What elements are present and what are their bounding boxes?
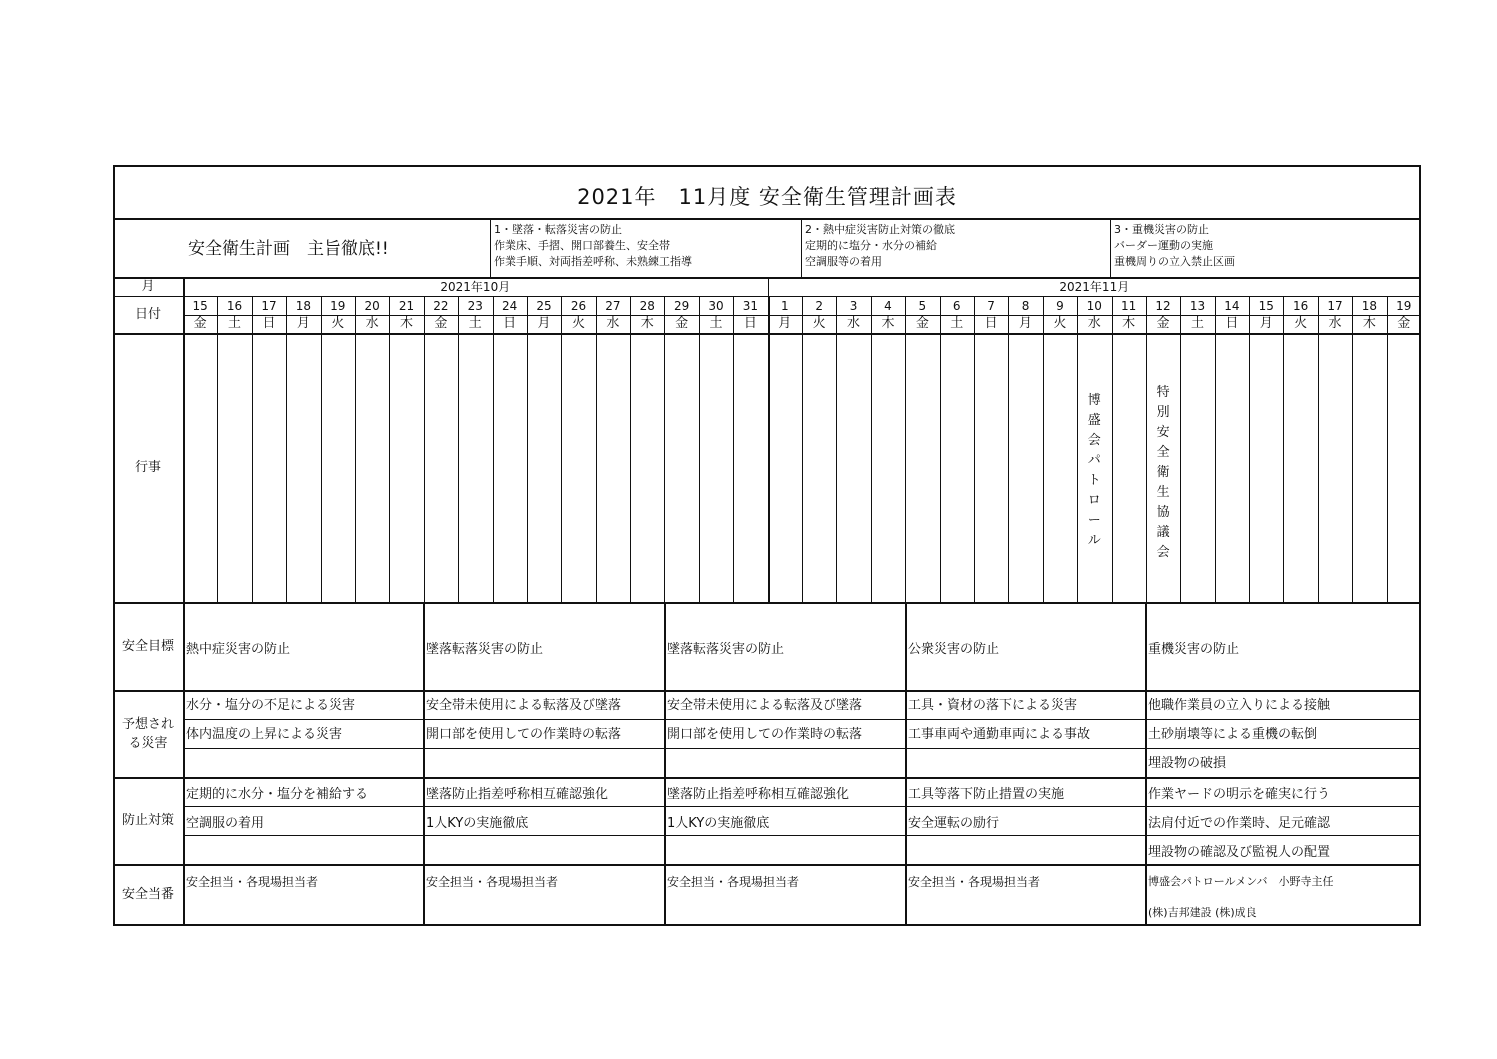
theme-line: 作業手順、対両指差呼称、未熟練工指導 bbox=[494, 255, 692, 268]
person-in-charge: 安全担当・各現場担当者 bbox=[186, 875, 319, 889]
divider bbox=[699, 296, 700, 602]
day-number: 14 bbox=[1224, 299, 1240, 313]
measure-item: 墜落防止指差呼称相互確認強化 bbox=[667, 787, 850, 802]
person-in-charge: 安全担当・各現場担当者 bbox=[426, 875, 559, 889]
hazard-item: 水分・塩分の不足による災害 bbox=[186, 698, 356, 713]
divider bbox=[423, 719, 664, 720]
divider bbox=[1145, 719, 1421, 720]
day-number: 30 bbox=[708, 299, 724, 313]
page-title: 2021年 11月度 安全衛生管理計画表 bbox=[577, 185, 957, 209]
divider bbox=[423, 602, 425, 925]
hazard-item: 開口部を使用しての作業時の転落 bbox=[426, 727, 622, 742]
hazard-item: 体内温度の上昇による災害 bbox=[186, 727, 343, 742]
hazard-item: 土砂崩壊等による重機の転倒 bbox=[1148, 727, 1318, 742]
weekday: 火 bbox=[1053, 316, 1067, 331]
divider bbox=[1112, 296, 1113, 602]
weekday: 月 bbox=[1019, 316, 1033, 331]
divider bbox=[424, 296, 425, 602]
divider bbox=[836, 296, 837, 602]
divider bbox=[664, 296, 665, 602]
measure-label: 防止対策 bbox=[121, 813, 174, 828]
day-number: 12 bbox=[1155, 299, 1171, 313]
hazard-item: 開口部を使用しての作業時の転落 bbox=[667, 727, 863, 742]
day-number: 18 bbox=[1361, 299, 1378, 313]
hazard-item: 他職作業員の立入りによる接触 bbox=[1148, 698, 1331, 713]
divider bbox=[1145, 835, 1421, 836]
safety-goal: 墜落転落災害の防止 bbox=[426, 642, 544, 657]
divider bbox=[490, 218, 491, 277]
divider bbox=[664, 806, 905, 807]
weekday: 金 bbox=[915, 316, 929, 331]
divider bbox=[355, 296, 356, 602]
theme-block bbox=[805, 222, 955, 270]
weekday: 水 bbox=[847, 316, 861, 331]
divider bbox=[183, 748, 423, 749]
divider bbox=[113, 777, 1421, 779]
weekday: 火 bbox=[1294, 316, 1308, 331]
safety-goal: 熱中症災害の防止 bbox=[186, 642, 291, 657]
day-number: 28 bbox=[639, 299, 655, 313]
divider bbox=[113, 690, 1421, 692]
divider bbox=[1145, 602, 1147, 925]
weekday: 火 bbox=[331, 316, 345, 331]
divider bbox=[871, 296, 872, 602]
divider bbox=[1043, 296, 1044, 602]
divider bbox=[423, 806, 664, 807]
divider bbox=[940, 296, 941, 602]
divider bbox=[423, 748, 664, 749]
divider bbox=[321, 296, 322, 602]
measure-item: 安全運転の励行 bbox=[908, 816, 1000, 831]
divider bbox=[974, 296, 975, 602]
day-number: 7 bbox=[987, 299, 995, 313]
divider bbox=[1249, 296, 1250, 602]
hazard-item: 工事車両や通勤車両による事故 bbox=[908, 727, 1091, 742]
day-number: 20 bbox=[364, 299, 380, 313]
divider bbox=[1318, 296, 1319, 602]
day-number: 15 bbox=[192, 299, 208, 313]
goal-label: 安全目標 bbox=[121, 638, 174, 654]
day-number: 17 bbox=[1327, 299, 1343, 313]
day-number: 15 bbox=[1258, 299, 1274, 313]
weekday: 水 bbox=[365, 316, 379, 331]
divider bbox=[801, 218, 802, 277]
divider bbox=[1215, 296, 1216, 602]
divider bbox=[1110, 218, 1111, 277]
weekday: 水 bbox=[1087, 316, 1101, 331]
weekday: 火 bbox=[812, 316, 826, 331]
hazard-label: 予想される災害 bbox=[121, 716, 174, 751]
weekday: 月 bbox=[296, 316, 310, 331]
hazard-item: 埋設物の破損 bbox=[1148, 756, 1227, 771]
day-number: 24 bbox=[502, 299, 518, 313]
divider bbox=[905, 719, 1145, 720]
divider bbox=[286, 296, 287, 602]
weekday: 金 bbox=[1397, 316, 1411, 331]
hazard-item: 安全帯未使用による転落及び墜落 bbox=[426, 698, 622, 713]
weekday: 木 bbox=[400, 316, 414, 331]
divider bbox=[664, 602, 666, 925]
day-number: 2 bbox=[815, 299, 823, 313]
divider bbox=[1145, 806, 1421, 807]
theme-block bbox=[494, 222, 692, 270]
theme-line: 空調服等の着用 bbox=[805, 255, 882, 268]
weekday: 木 bbox=[881, 316, 895, 331]
divider bbox=[1180, 296, 1181, 602]
day-number: 18 bbox=[295, 299, 311, 313]
divider bbox=[905, 806, 1145, 807]
divider bbox=[802, 296, 803, 602]
divider bbox=[113, 864, 1421, 866]
divider bbox=[1146, 296, 1147, 602]
day-number: 8 bbox=[1021, 299, 1030, 313]
weekday: 木 bbox=[640, 316, 654, 331]
safety-goal: 墜落転落災害の防止 bbox=[667, 642, 785, 657]
measure-item: 墜落防止指差呼称相互確認強化 bbox=[426, 787, 609, 802]
day-number: 26 bbox=[570, 299, 587, 313]
person-label: 安全当番 bbox=[121, 887, 174, 902]
day-number: 16 bbox=[226, 299, 243, 313]
motto: 安全衛生計画 主旨徹底!! bbox=[188, 239, 389, 259]
theme-line: 1・墜落・転落災害の防止 bbox=[494, 223, 622, 236]
events-label: 行事 bbox=[134, 460, 161, 475]
divider bbox=[733, 296, 734, 602]
event-text: 博盛会パトロール bbox=[1087, 393, 1101, 548]
day-number: 29 bbox=[673, 299, 690, 313]
safety-goal: 重機災害の防止 bbox=[1148, 642, 1240, 657]
divider bbox=[664, 719, 905, 720]
measure-item: 埋設物の確認及び監視人の配置 bbox=[1148, 845, 1331, 860]
weekday: 月 bbox=[537, 316, 551, 331]
day-number: 19 bbox=[330, 299, 346, 313]
measure-item: 定期的に水分・塩分を補給する bbox=[186, 787, 369, 802]
divider bbox=[493, 296, 494, 602]
hazard-item: 工具・資材の落下による災害 bbox=[908, 698, 1078, 713]
divider bbox=[389, 296, 390, 602]
theme-line: 定期的に塩分・水分の補給 bbox=[805, 239, 937, 252]
day-number: 16 bbox=[1292, 299, 1309, 313]
weekday: 金 bbox=[1156, 316, 1170, 331]
weekday: 金 bbox=[434, 316, 448, 331]
day-number: 17 bbox=[261, 299, 277, 313]
divider bbox=[664, 835, 905, 836]
weekday: 金 bbox=[675, 316, 689, 331]
person-in-charge: 博盛会パトロールメンバ 小野寺主任 bbox=[1148, 875, 1334, 888]
day-number: 4 bbox=[884, 299, 892, 313]
divider bbox=[905, 602, 907, 925]
theme-line: 3・重機災害の防止 bbox=[1114, 223, 1209, 236]
person-in-charge: (株)吉邦建設 (株)成良 bbox=[1148, 906, 1257, 919]
divider bbox=[1387, 296, 1388, 602]
measure-item: 空調服の着用 bbox=[186, 816, 265, 831]
weekday: 日 bbox=[984, 316, 998, 331]
weekday: 土 bbox=[709, 316, 723, 331]
divider bbox=[527, 296, 528, 602]
divider bbox=[183, 719, 423, 720]
weekday: 月 bbox=[1259, 316, 1273, 331]
weekday: 水 bbox=[1328, 316, 1342, 331]
month-header: 2021年11月 bbox=[1059, 280, 1130, 294]
month-header: 2021年10月 bbox=[440, 280, 511, 294]
measure-item: 1人KYの実施徹底 bbox=[426, 816, 529, 831]
theme-block bbox=[1114, 222, 1235, 270]
day-number: 27 bbox=[605, 299, 621, 313]
measure-item: 工具等落下防止措置の実施 bbox=[908, 787, 1065, 802]
date-label: 日付 bbox=[134, 307, 161, 322]
day-number: 22 bbox=[433, 299, 449, 313]
day-number: 9 bbox=[1056, 299, 1064, 313]
divider bbox=[905, 748, 1145, 749]
measure-item: 作業ヤードの明示を確実に行う bbox=[1148, 787, 1331, 802]
divider bbox=[1352, 296, 1353, 602]
day-number: 19 bbox=[1396, 299, 1412, 313]
divider bbox=[1283, 296, 1284, 602]
day-number: 10 bbox=[1086, 299, 1102, 313]
divider bbox=[183, 806, 423, 807]
weekday: 土 bbox=[1190, 316, 1204, 331]
day-number: 31 bbox=[742, 299, 759, 313]
day-number: 21 bbox=[398, 299, 415, 313]
divider bbox=[252, 296, 253, 602]
divider bbox=[217, 296, 218, 602]
weekday: 月 bbox=[778, 316, 792, 331]
divider bbox=[458, 296, 459, 602]
divider bbox=[1145, 748, 1421, 749]
divider bbox=[113, 602, 1421, 604]
divider bbox=[1077, 296, 1078, 602]
weekday: 日 bbox=[1225, 316, 1239, 331]
theme-line: 作業床、手摺、開口部養生、安全帯 bbox=[494, 239, 670, 252]
theme-line: バーダー運動の実施 bbox=[1114, 239, 1213, 252]
weekday: 土 bbox=[468, 316, 482, 331]
day-number: 6 bbox=[952, 299, 961, 313]
divider bbox=[630, 296, 631, 602]
weekday: 日 bbox=[743, 316, 757, 331]
divider bbox=[561, 296, 562, 602]
divider bbox=[905, 835, 1145, 836]
measure-item: 法肩付近での作業時、足元確認 bbox=[1148, 816, 1331, 831]
divider bbox=[768, 296, 770, 602]
divider bbox=[115, 218, 1419, 220]
day-number: 11 bbox=[1121, 299, 1137, 313]
weekday: 木 bbox=[1122, 316, 1136, 331]
day-number: 5 bbox=[918, 299, 927, 313]
safety-goal: 公衆災害の防止 bbox=[908, 642, 1000, 657]
divider bbox=[596, 296, 597, 602]
weekday: 木 bbox=[1362, 316, 1376, 331]
weekday: 土 bbox=[950, 316, 964, 331]
day-number: 13 bbox=[1189, 299, 1206, 313]
weekday: 日 bbox=[503, 316, 517, 331]
divider bbox=[183, 277, 185, 925]
weekday: 火 bbox=[571, 316, 585, 331]
event-text: 特別安全衛生協議会 bbox=[1156, 385, 1170, 560]
month-label: 月 bbox=[141, 279, 155, 294]
divider bbox=[664, 748, 905, 749]
weekday: 土 bbox=[228, 316, 242, 331]
divider bbox=[423, 835, 664, 836]
theme-line: 2・熱中症災害防止対策の徹底 bbox=[805, 223, 955, 236]
theme-line: 重機周りの立入禁止区画 bbox=[1114, 255, 1235, 268]
measure-item: 1人KYの実施徹底 bbox=[667, 816, 770, 831]
day-number: 23 bbox=[467, 299, 483, 313]
day-number: 3 bbox=[849, 299, 858, 313]
day-number: 25 bbox=[536, 299, 552, 313]
weekday: 金 bbox=[193, 316, 207, 331]
divider bbox=[183, 835, 423, 836]
day-number: 1 bbox=[780, 299, 789, 313]
hazard-item: 安全帯未使用による転落及び墜落 bbox=[667, 698, 863, 713]
divider bbox=[1008, 296, 1009, 602]
person-in-charge: 安全担当・各現場担当者 bbox=[908, 875, 1041, 889]
weekday: 水 bbox=[606, 316, 620, 331]
person-in-charge: 安全担当・各現場担当者 bbox=[667, 875, 800, 889]
weekday: 日 bbox=[262, 316, 276, 331]
divider bbox=[905, 296, 906, 602]
